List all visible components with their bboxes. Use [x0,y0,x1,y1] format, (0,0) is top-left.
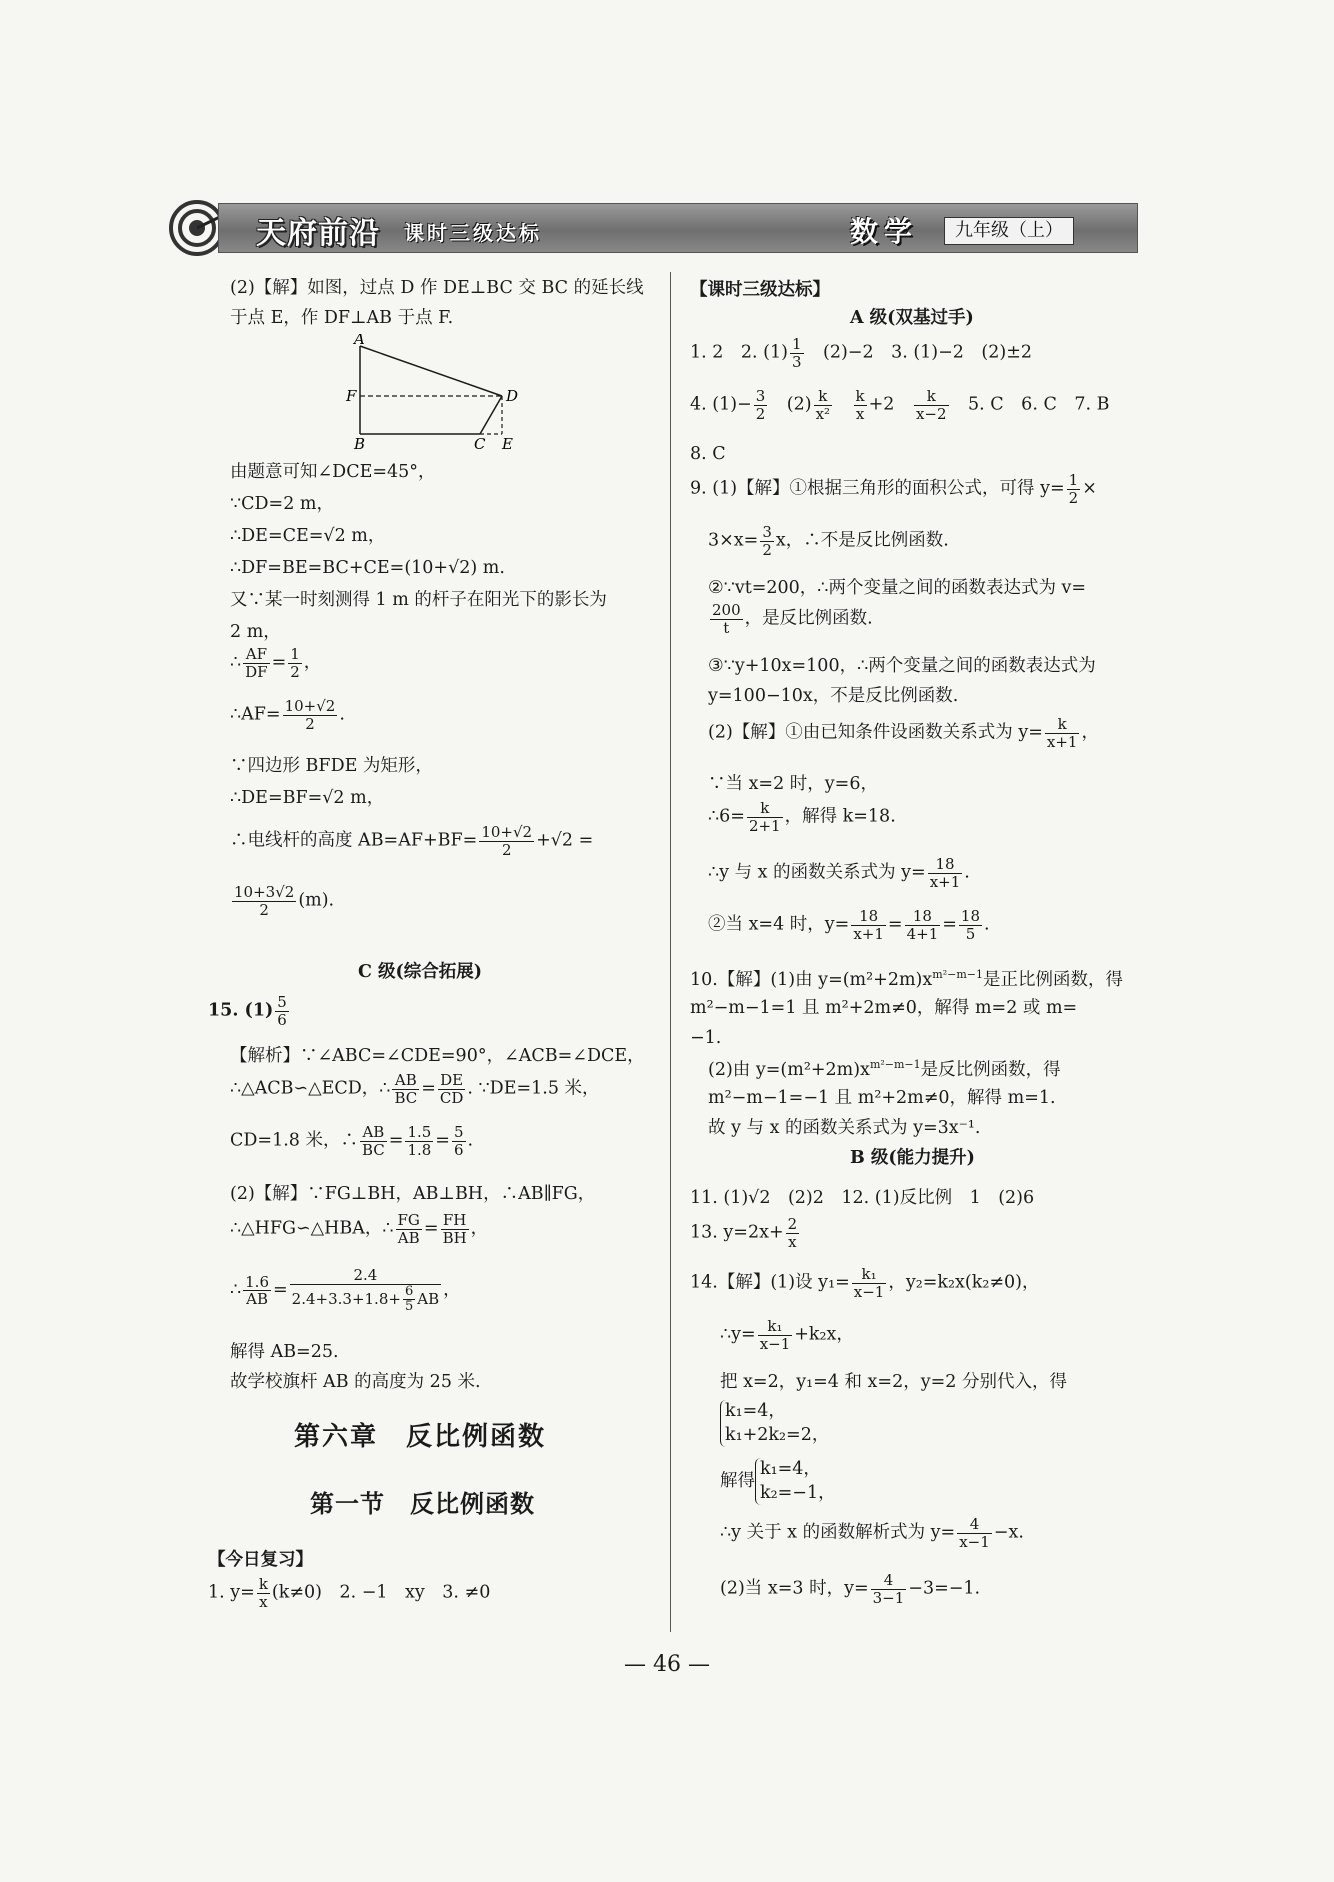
text-line: 于点 E，作 DF⊥AB 于点 F. [230,308,454,328]
text-line: ∴y 与 x 的函数关系式为 y= $\frac{18}{x+1}$ . [708,855,970,891]
text-line: (2)【解】①由已知条件设函数关系式为 y= $\frac{k}{x+1}$ ， [708,715,1099,751]
text-line: ∵CD=2 m， [230,494,335,514]
text-line: ∴DF=BE=BC+CE=(10+√2) m. [230,558,505,578]
text-line: y=100−10x，不是反比例函数. [708,686,959,706]
text-line: 1. y= $\frac{k}{x}$ (k≠0) 2. −1 xy 3. ≠0 [208,1575,491,1611]
text-line: m²−m−1=−1 且 m²+2m≠0，解得 m=1. [708,1088,1056,1108]
point-label-B: B [354,435,366,449]
text-line: (2)【解】∵FG⊥BH，AB⊥BH，∴AB∥FG， [230,1184,596,1204]
text-line: ∴AF= $\frac{10+√2}{2}$ . [230,697,345,733]
equation-system: k₁=4， k₁+2k₂=2， [720,1400,829,1447]
subject-title: 数学 [850,215,919,248]
text-line: 9. (1)【解】①根据三角形的面积公式，可得 y= $\frac{1}{2}$ × [690,471,1097,507]
text-line: 15. (1) $\frac{5}{6}$ [208,993,287,1029]
text-line: 4. (1)− $\frac{3}{2}$ (2) $\frac{k}{\text{x²}}$ $\frac{k}{x}$ +2 $\frac{k}{x-2}$ 5. C 6. C 7. B [690,387,1110,423]
level-heading-c: C 级(综合拓展) [358,962,483,982]
text-line: 3×x= $\frac{3}{2}$ x，∴不是反比例函数. [708,523,949,559]
text-line: ②当 x=4 时，y= $\frac{18}{x+1}$ = $\frac{18}{4+1}$ = $\frac{18}{5}$ . [708,907,990,943]
text-line: 故学校旗杆 AB 的高度为 25 米. [230,1372,481,1392]
text-line: CD=1.8 米，∴ $\frac{AB}{BC}$ = $\frac{1.5}{1.8}$ = $\frac{5}{6}$ . [230,1123,474,1159]
text-line: 由题意可知∠DCE=45°， [230,462,436,482]
text-line: ∴y 关于 x 的函数解析式为 y= $\frac{4}{x-1}$ −x. [720,1515,1024,1551]
text-line: 8. C [690,444,726,464]
text-line: 【解析】∵∠ABC=∠CDE=90°，∠ACB=∠DCE， [230,1046,645,1066]
chapter-title: 第六章 反比例函数 [294,1422,547,1452]
text-line: $\frac{200}{t}$ ，是反比例函数. [712,601,873,637]
text-line: 故 y 与 x 的函数关系式为 y=3x⁻¹. [708,1118,981,1138]
text-line: 14.【解】(1)设 y₁= $\frac{\text{k₁}}{x-1}$ ，y₂=k₂x(k₂≠0)， [690,1265,1040,1301]
text-line: ③∵y+10x=100，∴两个变量之间的函数表达式为 [708,656,1096,676]
text-line: ∴电线杆的高度 AB=AF+BF= $\frac{10+√2}{2}$ +√2 = [230,823,594,859]
text-line: ∴△HFG∽△HBA，∴ $\frac{FG}{AB}$ = $\frac{FH}{BH}$ ， [230,1211,489,1247]
page-number: — 46 — [624,1652,710,1677]
text-line: 解得 AB=25. [230,1342,339,1362]
column-divider [670,272,671,1632]
text-line: ∵当 x=2 时，y=6， [708,774,878,794]
text-line: ∴DE=BF=√2 m， [230,788,385,808]
text-line: (2)【解】如图，过点 D 作 DE⊥BC 交 BC 的延长线 [230,278,644,298]
section-heading: 【课时三级达标】 [690,280,830,300]
text-line: 1. 2 2. (1) $\frac{1}{3}$ (2)−2 3. (1)−2 (2)±2 [690,335,1033,371]
text-line: ∵四边形 BFDE 为矩形， [230,756,433,776]
text-line: 又∵某一时刻测得 1 m 的杆子在阳光下的影长为 [230,590,607,610]
text-line: ∴ $\frac{1.6}{AB}$ = 2.4 2.4+3.3+1.8+ $\frac{6}{5}$ AB ， [230,1266,461,1314]
text-line: ∴ $\frac{AF}{DF}$ = $\frac{1}{2}$ ， [230,645,322,681]
text-line: 把 x=2，y₁=4 和 x=2，y=2 分别代入，得 [720,1372,1067,1392]
review-heading: 【今日复习】 [208,1550,313,1570]
point-label-A: A [354,334,365,348]
text-line: (2)当 x=3 时，y= $\frac{4}{3-1}$ −3=−1. [720,1571,981,1607]
level-heading-b: B 级(能力提升) [850,1148,975,1168]
level-heading-a: A 级(双基过手) [850,308,974,328]
text-line: −1. [690,1028,722,1048]
text-line: ∴y= $\frac{\text{k₁}}{x-1}$ +k₂x， [720,1317,854,1353]
text-line: 2 m， [230,622,281,642]
text-line: ∴6= $\frac{k}{2+1}$ ，解得 k=18. [708,799,896,835]
point-label-D: D [506,387,519,405]
series-title: 课时三级达标 [404,221,542,245]
equation-system: 解得k₁=4， k₂=−1， [720,1458,836,1505]
text-line: $\frac{10+3√2}{2}$ (m). [234,883,335,919]
text-line: 11. (1)√2 (2)2 12. (1)反比例 1 (2)6 [690,1188,1035,1208]
text-line: (2)由 $y=(m^2+2m)x^{m^2-m-1}$是反比例函数，得 [708,1058,1061,1080]
text-line: ②∵vt=200，∴两个变量之间的函数表达式为 v= [708,578,1087,598]
text-line: ∴DE=CE=√2 m， [230,526,386,546]
point-label-E: E [502,435,513,449]
point-label-F: F [346,387,357,405]
text-line: m²−m−1=1 且 m²+2m≠0，解得 m=2 或 m= [690,998,1078,1018]
text-line: ∴△ACB∽△ECD，∴ $\frac{AB}{BC}$ = $\frac{DE}{CD}$ . ∵DE=1.5 米， [230,1071,600,1107]
text-line: 10.【解】(1)由 $y=(m^2+2m)x^{m^2-m-1}$是正比例函数，得 [690,968,1123,990]
section-title: 第一节 反比例函数 [310,1490,535,1518]
geometry-figure [340,334,530,449]
grade-label: 九年级（上） [944,217,1074,245]
text-line: 13. y=2x+ $\frac{2}{x}$ [690,1215,798,1251]
point-label-C: C [474,435,486,449]
header-banner [168,203,1138,255]
brand-title: 天府前沿 [256,216,380,251]
